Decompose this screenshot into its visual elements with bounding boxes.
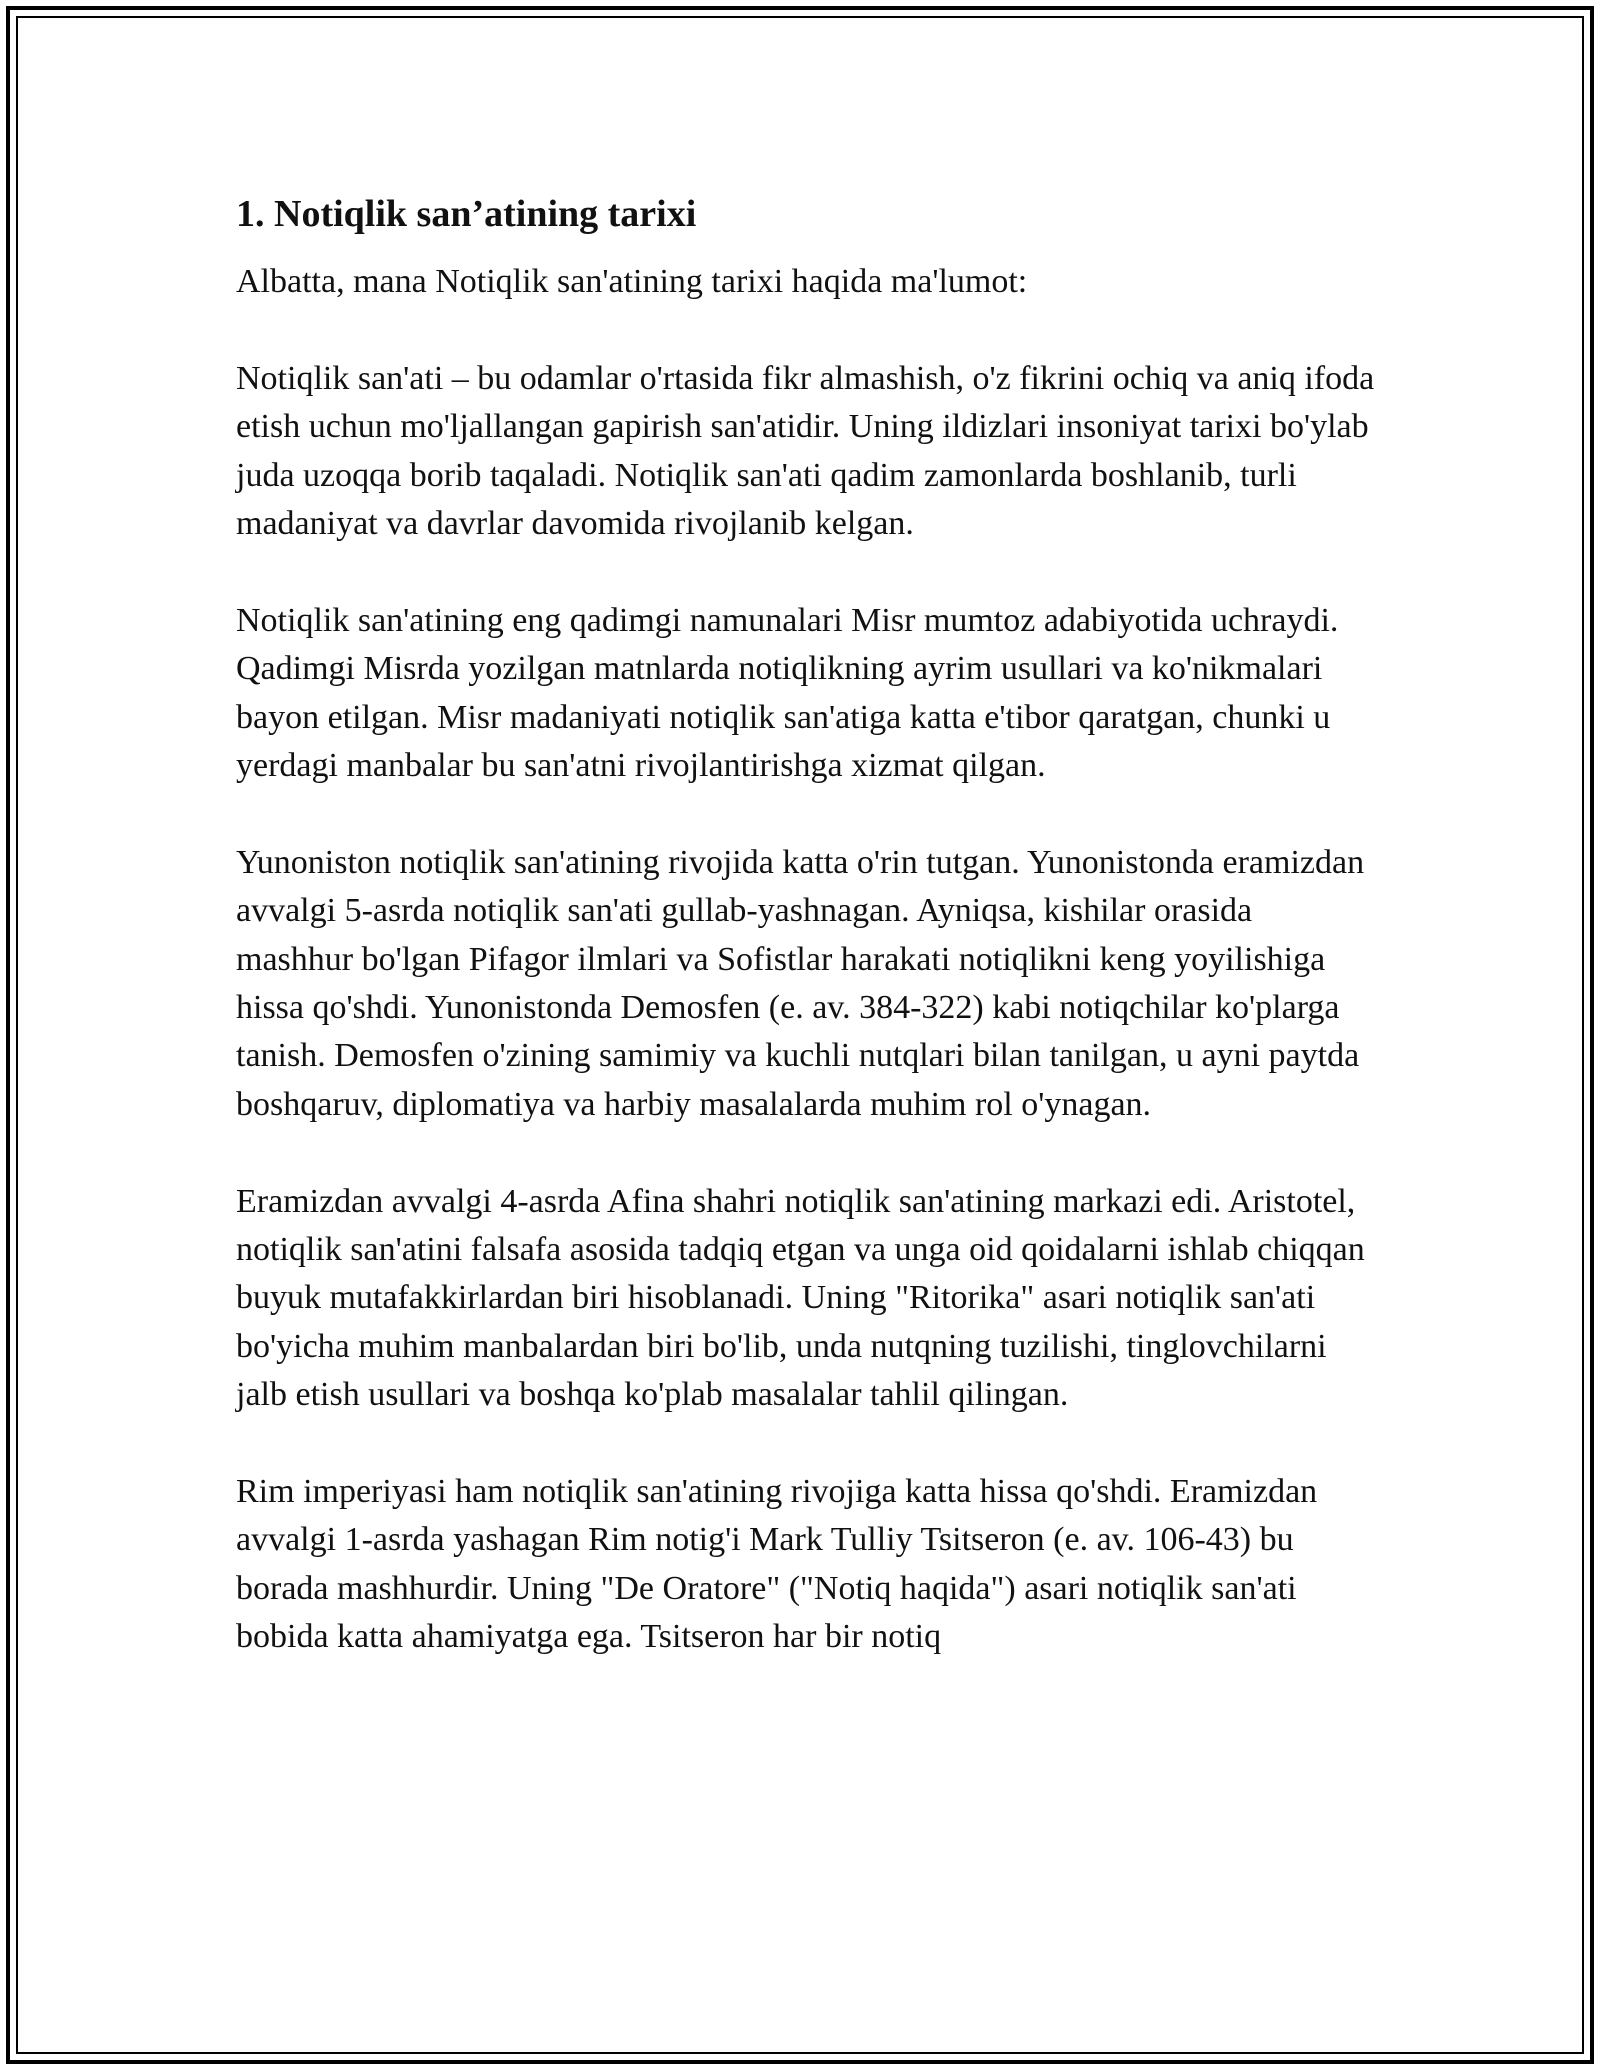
paragraph-definition: Notiqlik san'ati – bu odamlar o'rtasida fikr almashish, o'z fikrini ochiq va aniq ifoda etish uchun mo'ljallangan gapirish san'atidir. Uning ildizlari insoniyat tarixi bo'ylab juda uzoqqa borib taqaladi. Notiqlik san'ati qadim zamonlarda boshlanib, turli madaniyat va davrlar davomida rivojlanib kelgan. xyxy=(236,359,1375,543)
section-heading: 1. Notiqlik san’atining tarixi xyxy=(236,193,697,235)
document-body xyxy=(236,188,1376,1710)
paragraph-greece: Yunoniston notiqlik san'atining rivojida katta o'rin tutgan. Yunonistonda eramizdan avvalgi 5-asrda notiqlik san'ati gullab-yashnagan. Ayniqsa, kishilar orasida mashhur bo'lgan Pifagor ilmlari va Sofistlar harakati notiqlikni keng yoyilishiga hissa qo'shdi. Yunonistonda Demosfen (e. av. 384-322) kabi notiqchilar ko'plarga tanish. Demosfen o'zining samimiy va kuchli nutqlari bilan tanilgan, u ayni paytda boshqaruv, diplomatiya va harbiy masalalarda muhim rol o'ynagan. xyxy=(236,843,1365,1123)
intro-paragraph: Albatta, mana Notiqlik san'atining tarixi haqida ma'lumot: xyxy=(236,263,1028,300)
paragraph-athens: Eramizdan avvalgi 4-asrda Afina shahri notiqlik san'atining markazi edi. Aristotel, notiqlik san'atini falsafa asosida tadqiq etgan va unga oid qoidalarni ishlab chiqqan buyuk mutafakkirlardan biri hisoblanadi. Uning "Ritorika" asari notiqlik san'ati bo'yicha muhim manbalardan biri bo'lib, unda nutqning tuzilishi, tinglovchilarni jalb etish usullari va boshqa ko'plab masalalar tahlil qilingan. xyxy=(236,1182,1365,1414)
paragraph-egypt: Notiqlik san'atining eng qadimgi namunalari Misr mumtoz adabiyotida uchraydi. Qadimgi Misrda yozilgan matnlarda notiqlikning ayrim usullari va ko'nikmalari bayon etilgan. Misr madaniyati notiqlik san'atiga katta e'tibor qaratgan, chunki u yerdagi manbalar bu san'atni rivojlantirishga xizmat qilgan. xyxy=(236,601,1339,785)
paragraph-rome: Rim imperiyasi ham notiqlik san'atining rivojiga katta hissa qo'shdi. Eramizdan avvalgi 1-asrda yashagan Rim notig'i Mark Tulliy Tsitseron (e. av. 106-43) bu borada mashhurdir. Uning "De Oratore" ("Notiq haqida") asari notiqlik san'ati bobida katta ahamiyatga ega. Tsitseron har bir notiq xyxy=(236,1473,1318,1656)
